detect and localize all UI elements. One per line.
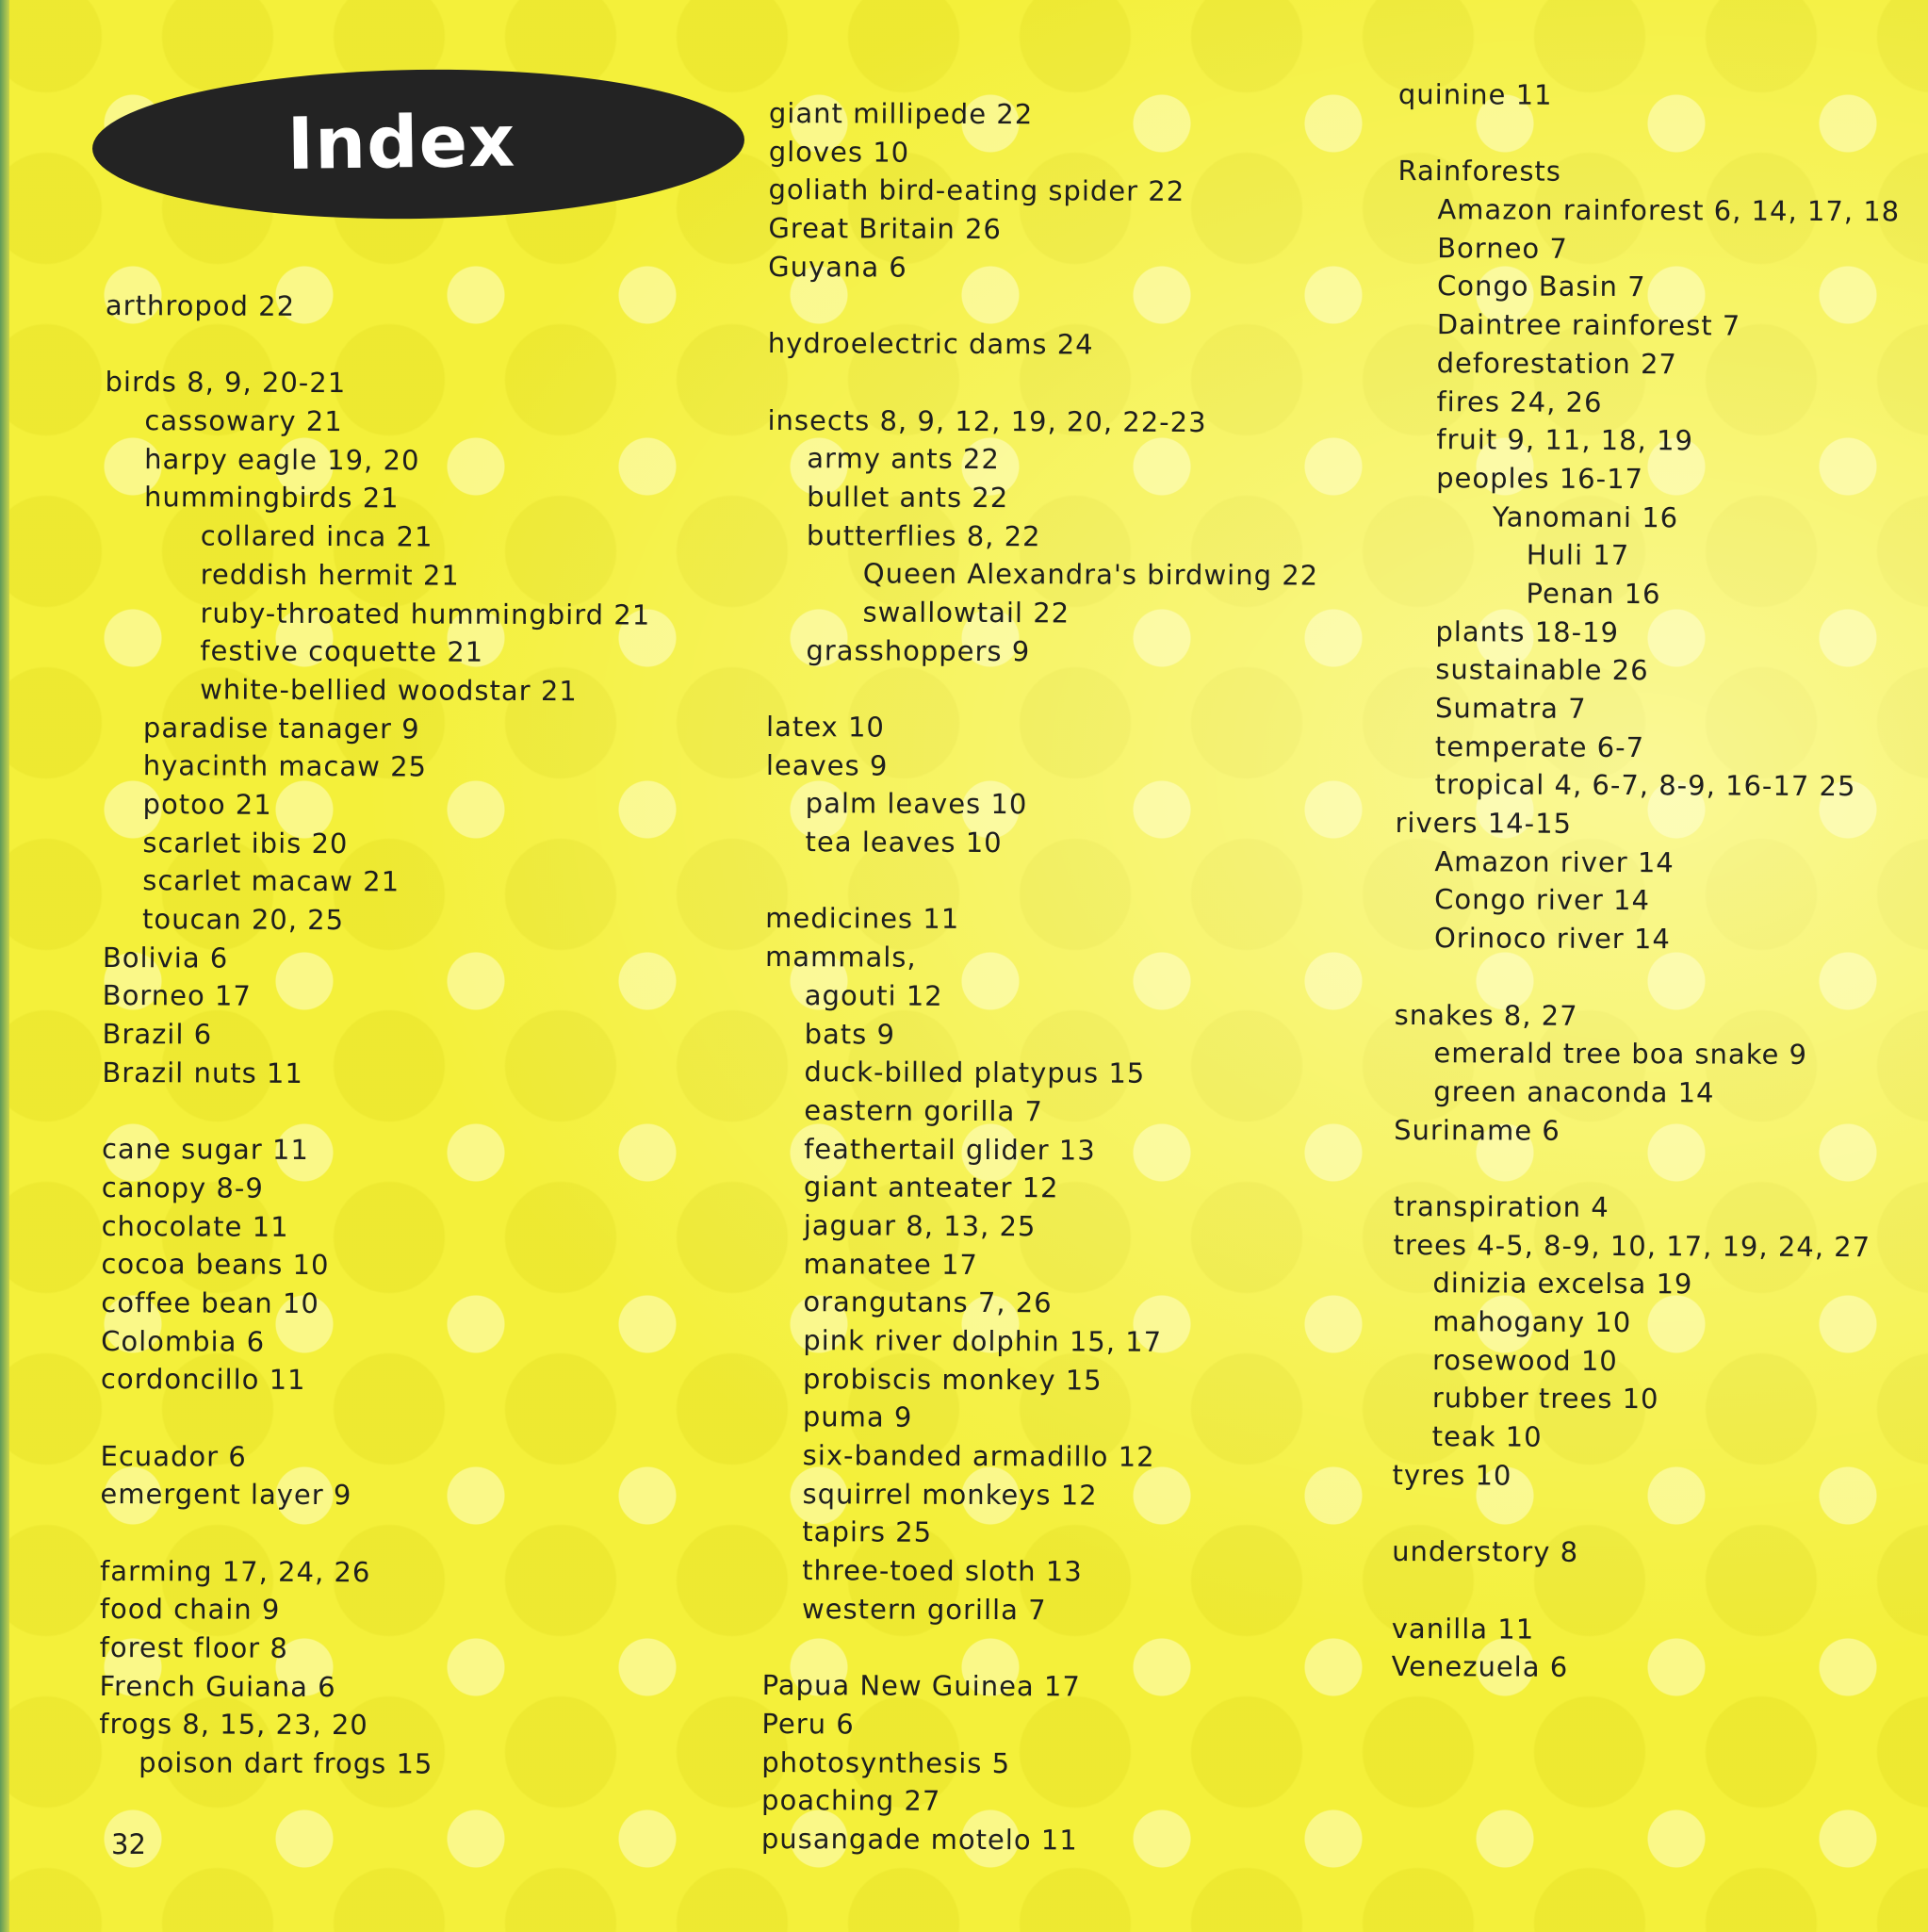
index-entry: Ecuador 6 [100, 1439, 247, 1473]
index-entry: food chain 9 [99, 1593, 281, 1627]
index-subentry: puma 9 [802, 1400, 913, 1434]
page-binding-edge [0, 0, 9, 1932]
index-entry: French Guiana 6 [99, 1669, 336, 1703]
index-entry: Papua New Guinea 17 [761, 1669, 1081, 1703]
index-entry: understory 8 [1392, 1535, 1579, 1568]
title-banner [91, 65, 745, 223]
index-entry: Guyana 6 [768, 250, 907, 284]
index-subentry: mahogany 10 [1432, 1305, 1632, 1339]
index-entry: arthropod 22 [105, 288, 296, 322]
entry-spacer [1392, 1494, 1894, 1534]
index-subentry: paradise tanager 9 [142, 711, 420, 745]
entry-spacer [1392, 1571, 1894, 1612]
index-subentry: cassowary 21 [144, 404, 343, 438]
entry-spacer [1395, 958, 1897, 998]
index-subentry: hummingbirds 21 [143, 481, 400, 515]
index-entry: trees 4-5, 8-9, 10, 17, 19, 24, 27 [1393, 1228, 1871, 1263]
index-entry: coffee bean 10 [101, 1285, 319, 1319]
index-entry: rivers 14-15 [1395, 807, 1573, 840]
index-subentry: Borneo 7 [1437, 231, 1568, 265]
index-subentry: butterflies 8, 22 [806, 518, 1041, 552]
index-subentry: feathertail glider 13 [804, 1132, 1096, 1167]
index-subentry: Penan 16 [1526, 577, 1661, 611]
index-entry: quinine 11 [1397, 77, 1553, 111]
index-subentry: grasshoppers 9 [806, 633, 1031, 667]
index-subentry: Huli 17 [1526, 538, 1630, 572]
index-subentry: western gorilla 7 [801, 1592, 1047, 1627]
index-entry: farming 17, 24, 26 [99, 1554, 371, 1588]
index-subentry: army ants 22 [807, 442, 1000, 476]
index-subentry: temperate 6-7 [1434, 729, 1645, 763]
index-entry: frogs 8, 15, 23, 20 [99, 1708, 368, 1742]
index-subentry: giant anteater 12 [803, 1171, 1059, 1204]
index-subentry: tapirs 25 [802, 1515, 933, 1549]
index-subentry: duck-billed platypus 15 [804, 1056, 1146, 1089]
index-subentry: bullet ants 22 [807, 481, 1009, 514]
index-subentry: Sumatra 7 [1434, 692, 1587, 725]
index-column-2 [761, 94, 1321, 1860]
entry-spacer [768, 363, 1320, 403]
index-subentry: tropical 4, 6-7, 8-9, 16-17 25 [1434, 768, 1856, 803]
index-entry: birds 8, 9, 20-21 [105, 366, 347, 400]
index-entry: chocolate 11 [101, 1209, 289, 1243]
index-subentry: Yanomani 16 [1492, 500, 1679, 533]
index-subentry: potoo 21 [142, 788, 272, 821]
page-number: 32 [111, 1828, 146, 1860]
index-subentry: six-banded armadillo 12 [802, 1439, 1155, 1473]
index-entry: Suriname 6 [1394, 1113, 1560, 1147]
index-entry: latex 10 [765, 710, 885, 744]
index-subentry: probiscis monkey 15 [802, 1362, 1103, 1397]
index-subentry: Congo Basin 7 [1436, 270, 1646, 303]
index-entry: goliath bird-eating spider 22 [768, 173, 1185, 208]
index-subentry: white-bellied woodstar 21 [200, 673, 578, 708]
entry-spacer [765, 861, 1317, 902]
index-subentry: green anaconda 14 [1433, 1075, 1715, 1109]
index-subentry: bats 9 [804, 1017, 896, 1051]
index-entry: medicines 11 [765, 902, 960, 936]
index-subentry: plants 18-19 [1435, 614, 1620, 648]
index-entry: Rainforests [1397, 155, 1562, 188]
entry-spacer [106, 325, 652, 366]
index-subentry: manatee 17 [803, 1247, 979, 1281]
index-entry: mammals, [764, 941, 917, 974]
index-subentry: Daintree rainforest 7 [1436, 308, 1741, 342]
index-entry: transpiration 4 [1393, 1189, 1609, 1223]
index-entry: hydroelectric dams 24 [767, 327, 1094, 361]
index-subentry: rosewood 10 [1431, 1343, 1618, 1377]
index-column-3 [1392, 75, 1901, 1688]
index-subentry: swallowtail 22 [862, 596, 1070, 630]
index-subentry: rubber trees 10 [1431, 1382, 1659, 1416]
index-subentry: palm leaves 10 [805, 787, 1028, 821]
index-entry: Peru 6 [761, 1707, 855, 1741]
entry-spacer [101, 1399, 647, 1439]
index-entry: gloves 10 [768, 135, 910, 169]
index-entry: Venezuela 6 [1391, 1650, 1569, 1683]
index-entry: poaching 27 [761, 1784, 941, 1818]
index-subentry: hyacinth macaw 25 [142, 749, 428, 783]
index-entry: photosynthesis 5 [761, 1745, 1011, 1779]
index-entry: Colombia 6 [101, 1324, 266, 1358]
index-subentry: tea leaves 10 [805, 826, 1003, 860]
index-subentry: dinizia excelsa 19 [1432, 1267, 1693, 1301]
index-subentry: harpy eagle 19, 20 [144, 442, 420, 477]
index-entry: Bolivia 6 [102, 941, 229, 974]
index-entry: Brazil nuts 11 [102, 1056, 303, 1089]
index-entry: leaves 9 [765, 748, 889, 782]
index-subentry: poison dart frogs 15 [139, 1746, 433, 1780]
index-subentry: sustainable 26 [1435, 653, 1649, 687]
index-subentry: Orinoco river 14 [1433, 922, 1671, 956]
index-subentry: emerald tree boa snake 9 [1433, 1037, 1808, 1072]
index-subentry: eastern gorilla 7 [804, 1094, 1044, 1128]
entry-spacer [102, 1091, 648, 1132]
index-entry: tyres 10 [1392, 1458, 1512, 1492]
index-subentry: scarlet ibis 20 [142, 826, 349, 860]
index-subentry: peoples 16-17 [1436, 462, 1644, 496]
index-entry: emergent layer 9 [100, 1478, 352, 1512]
index-subentry: three-toed sloth 13 [802, 1554, 1083, 1588]
index-entry: cordoncillo 11 [100, 1363, 306, 1397]
index-entry: Great Britain 26 [768, 212, 1002, 246]
index-subentry: squirrel monkeys 12 [802, 1477, 1098, 1512]
index-entry: Brazil 6 [102, 1018, 213, 1051]
index-subentry: pink river dolphin 15, 17 [803, 1324, 1163, 1358]
index-subentry: deforestation 27 [1436, 346, 1677, 381]
entry-spacer [1398, 114, 1901, 155]
index-subentry: teak 10 [1431, 1420, 1543, 1453]
index-subentry: fires 24, 26 [1436, 385, 1603, 418]
entry-spacer [100, 1514, 646, 1554]
index-entry: Borneo 17 [102, 979, 252, 1013]
page-title: Index [286, 98, 516, 186]
index-subentry: scarlet macaw 21 [142, 864, 400, 898]
index-subentry: Amazon river 14 [1434, 844, 1675, 879]
index-subentry: Amazon rainforest 6, 14, 17, 18 [1437, 193, 1901, 228]
index-subentry: ruby-throated hummingbird 21 [200, 596, 651, 631]
index-subentry: jaguar 8, 13, 25 [803, 1209, 1037, 1243]
entry-spacer [1394, 1149, 1896, 1189]
index-subentry: agouti 12 [804, 978, 943, 1012]
index-subentry: orangutans 7, 26 [803, 1285, 1053, 1319]
index-subentry: reddish hermit 21 [200, 558, 460, 592]
index-column-1 [99, 287, 652, 1784]
entry-spacer [768, 286, 1320, 326]
index-subentry: festive coquette 21 [200, 634, 484, 668]
index-subentry: Queen Alexandra's birdwing 22 [862, 557, 1319, 592]
index-entry: insects 8, 9, 12, 19, 20, 22-23 [767, 403, 1207, 438]
entry-spacer [766, 669, 1318, 710]
index-entry: cocoa beans 10 [101, 1248, 330, 1282]
index-subentry: collared inca 21 [200, 519, 433, 553]
index-subentry: Congo river 14 [1434, 883, 1651, 917]
index-entry: giant millipede 22 [768, 96, 1034, 131]
index-entry: cane sugar 11 [101, 1133, 309, 1167]
index-subentry: toucan 20, 25 [141, 903, 345, 937]
index-entry: pusangade motelo 11 [760, 1822, 1078, 1857]
index-subentry: fruit 9, 11, 18, 19 [1436, 423, 1694, 457]
index-entry: forest floor 8 [99, 1631, 288, 1664]
index-entry: snakes 8, 27 [1394, 998, 1578, 1032]
index-entry: vanilla 11 [1391, 1612, 1535, 1645]
index-entry: canopy 8-9 [101, 1171, 264, 1204]
entry-spacer [762, 1628, 1315, 1668]
